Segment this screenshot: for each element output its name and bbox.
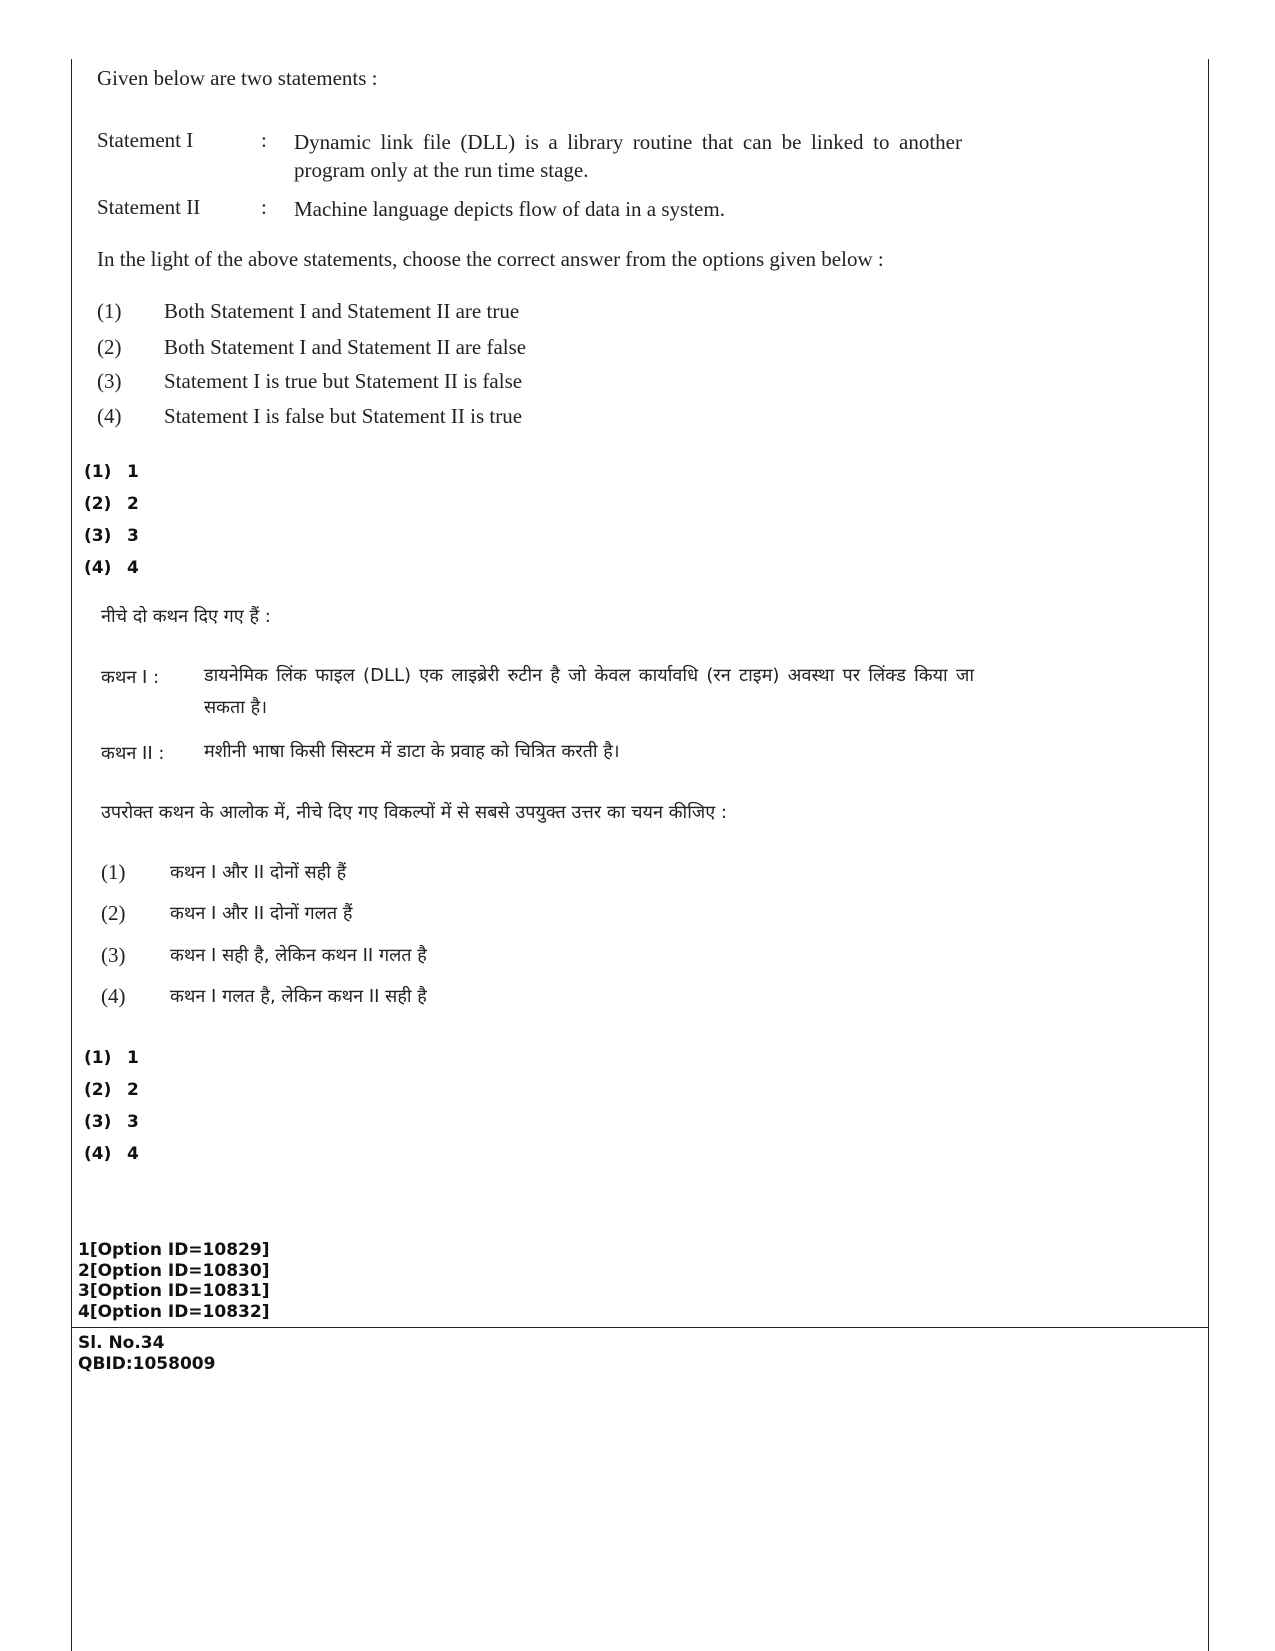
answer-en-2: (2) 2 [84, 494, 139, 514]
answer-en-1: (1) 1 [84, 462, 139, 482]
hindi-option-2-num: (2) [101, 901, 126, 925]
statement1-text: Dynamic link file (DLL) is a library routine that can be linked to another program only at the run time stage. [294, 130, 962, 182]
answer-hi-3: (3) 3 [84, 1112, 139, 1132]
hindi-option-1-num: (1) [101, 860, 126, 884]
next-question-header [78, 1333, 215, 1375]
statement2-colon: : [261, 195, 267, 219]
answer-hi-4: (4) 4 [84, 1144, 139, 1164]
english-option-1-num: (1) [97, 299, 122, 323]
english-intro: Given below are two statements : [97, 66, 378, 90]
english-option-2-text: Both Statement I and Statement II are false [164, 335, 527, 359]
qbid: QBID:1058009 [78, 1354, 216, 1374]
statement2-text: Machine language depicts flow of data in a system. [294, 197, 725, 221]
hindi-option-3-text: कथन I सही है, लेकिन कथन II गलत है [170, 945, 427, 966]
hindi-question: उपरोक्त कथन के आलोक में, नीचे दिए गए विकल्पों में से सबसे उपयुक्त उत्तर का चयन कीजिए : [101, 802, 727, 823]
hindi-statement1-text: डायनेमिक लिंक फाइल (DLL) एक लाइब्रेरी रुटीन है जो केवल कार्यावधि (रन टाइम) अवस्था पर लिंक्ड किया जा सकता है। [204, 665, 974, 718]
option-id-4: 4[Option ID=10832] [78, 1301, 270, 1322]
answer-en-4: (4) 4 [84, 558, 139, 578]
english-option-2-num: (2) [97, 335, 122, 359]
english-option-3-text: Statement I is true but Statement II is false [164, 369, 523, 393]
hindi-statement2-text: मशीनी भाषा किसी सिस्टम में डाटा के प्रवाह को चित्रित करती है। [204, 741, 620, 762]
statement2-label: Statement II [97, 195, 201, 219]
hindi-option-3-num: (3) [101, 943, 126, 967]
hindi-statement1-label: कथन I : [101, 667, 160, 688]
serial-number: Sl. No.34 [78, 1333, 165, 1353]
answer-hi-2: (2) 2 [84, 1080, 139, 1100]
question-divider [71, 1327, 1209, 1328]
option-id-1: 1[Option ID=10829] [78, 1240, 270, 1260]
option-id-2: 2[Option ID=10830] [78, 1260, 270, 1281]
answer-hi-1: (1) 1 [84, 1048, 139, 1068]
hindi-option-4-num: (4) [101, 984, 126, 1008]
english-option-4-num: (4) [97, 404, 122, 428]
english-option-1-text: Both Statement I and Statement II are true [164, 299, 520, 323]
answer-en-3: (3) 3 [84, 526, 139, 546]
english-option-4-text: Statement I is false but Statement II is true [164, 404, 523, 428]
statement1-colon: : [261, 128, 267, 152]
hindi-option-2-text: कथन I और II दोनों गलत हैं [170, 903, 353, 924]
hindi-intro: नीचे दो कथन दिए गए हैं : [101, 606, 271, 627]
option-id-3: 3[Option ID=10831] [78, 1281, 270, 1301]
english-question: In the light of the above statements, choose the correct answer from the options given below : [97, 247, 884, 271]
option-id-list [78, 1240, 269, 1322]
hindi-option-1-text: कथन I और II दोनों सही हैं [170, 862, 347, 883]
page-border [71, 59, 1209, 1651]
english-option-3-num: (3) [97, 369, 122, 393]
statement1-label: Statement I [97, 128, 194, 152]
hindi-statement2-label: कथन II : [101, 743, 165, 764]
hindi-option-4-text: कथन I गलत है, लेकिन कथन II सही है [170, 986, 427, 1007]
